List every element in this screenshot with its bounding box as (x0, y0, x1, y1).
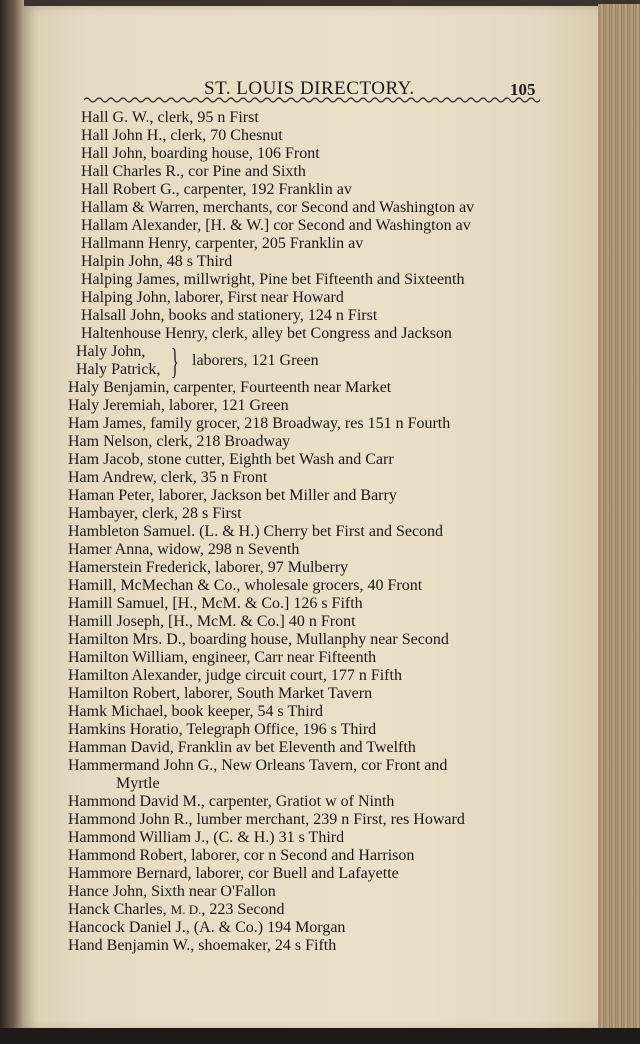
directory-entry: Hall G. W., clerk, 95 n First (81, 109, 259, 126)
directory-entry: Hambayer, clerk, 28 s First (68, 505, 242, 522)
directory-entry: Hammore Bernard, laborer, cor Buell and Lafayette (68, 865, 399, 882)
directory-entry: Hall John H., clerk, 70 Chesnut (81, 127, 283, 144)
directory-entry: Hall Robert G., carpenter, 192 Franklin av (81, 181, 352, 198)
directory-entry: Halping John, laborer, First near Howard (81, 289, 344, 306)
directory-entries (68, 109, 548, 955)
directory-entry: Hamilton Mrs. D., boarding house, Mullanphy near Second (68, 631, 449, 648)
directory-entry: Hallmann Henry, carpenter, 205 Franklin av (81, 235, 364, 252)
directory-entry: Hamill Joseph, [H., McM. & Co.] 40 n Front (68, 613, 356, 630)
directory-entry: Hallam & Warren, merchants, cor Second and Washington av (81, 199, 475, 216)
directory-entry: Hammond John R., lumber merchant, 239 n First, res Howard (68, 811, 465, 828)
directory-entry: Hand Benjamin W., shoemaker, 24 s Fifth (68, 937, 337, 954)
directory-entry: Hamk Michael, book keeper, 54 s Third (68, 703, 323, 720)
directory-entry: Ham James, family grocer, 218 Broadway, res 151 n Fourth (68, 415, 451, 432)
directory-entry: Ham Andrew, clerk, 35 n Front (68, 469, 268, 486)
directory-entry: Hammond William J., (C. & H.) 31 s Third (68, 829, 345, 846)
md-entry-name: Hanck Charles, (68, 901, 171, 918)
directory-entry: Hamill, McMechan & Co., wholesale grocers, 40 Front (68, 577, 423, 594)
header-wavy-rule (84, 96, 540, 104)
md-entry-address: , 223 Second (201, 901, 285, 918)
group-name-2: Haly Patrick, (76, 361, 161, 378)
directory-entry: Hamer Anna, widow, 298 n Seventh (68, 541, 300, 558)
directory-entry-wrapped (68, 757, 548, 793)
directory-entry: Hallam Alexander, [H. & W.] cor Second and Washington av (81, 217, 471, 234)
directory-entry: Hance John, Sixth near O'Fallon (68, 883, 276, 900)
directory-entry: Hamill Samuel, [H., McM. & Co.] 126 s Fifth (68, 595, 363, 612)
directory-entry: Halpin John, 48 s Third (81, 253, 233, 270)
directory-entry: Hamilton Robert, laborer, South Market Tavern (68, 685, 373, 702)
directory-entry: Hall John, boarding house, 106 Front (81, 145, 320, 162)
page-edges (598, 4, 640, 1034)
grouped-directory-entry (68, 343, 548, 379)
page-number: 105 (510, 80, 536, 99)
directory-entry: Hamman David, Franklin av bet Eleventh and Twelfth (68, 739, 416, 756)
directory-entry: Haman Peter, laborer, Jackson bet Miller and Barry (68, 487, 397, 504)
book-bottom-edge (0, 1028, 640, 1044)
wrapped-entry-first-line: Hammermand John G., New Orleans Tavern, cor Front and (68, 757, 448, 774)
directory-entry: Halping James, millwright, Pine bet Fifteenth and Sixteenth (81, 271, 465, 288)
group-description: laborers, 121 Green (192, 352, 319, 369)
directory-entry: Hammond Robert, laborer, cor n Second and Harrison (68, 847, 415, 864)
directory-entry: Hamilton Alexander, judge circuit court, 177 n Fifth (68, 667, 402, 684)
directory-entry (68, 901, 548, 919)
directory-entry: Hamerstein Frederick, laborer, 97 Mulberry (68, 559, 349, 576)
directory-entry: Hamkins Horatio, Telegraph Office, 196 s Third (68, 721, 377, 738)
directory-entry: Haly Benjamin, carpenter, Fourteenth near Market (68, 379, 392, 396)
directory-entry: Haltenhouse Henry, clerk, alley bet Congress and Jackson (81, 325, 452, 342)
directory-entry: Hamilton William, engineer, Carr near Fifteenth (68, 649, 377, 666)
page-title: ST. LOUIS DIRECTORY. (204, 78, 415, 99)
directory-entry: Hambleton Samuel. (L. & H.) Cherry bet First and Second (68, 523, 444, 540)
directory-entry: Ham Jacob, stone cutter, Eighth bet Wash and Carr (68, 451, 394, 468)
directory-entry: Ham Nelson, clerk, 218 Broadway (68, 433, 291, 450)
directory-entry: Hammond David M., carpenter, Gratiot w of Ninth (68, 793, 395, 810)
wrapped-entry-continuation: Myrtle (116, 775, 160, 792)
directory-entry: Hall Charles R., cor Pine and Sixth (81, 163, 306, 180)
directory-entry: Haly Jeremiah, laborer, 121 Green (68, 397, 289, 414)
group-name-1: Haly John, (76, 343, 146, 360)
md-abbreviation: M. D. (170, 902, 202, 917)
directory-entry: Halsall John, books and stationery, 124 n First (81, 307, 378, 324)
directory-entry: Hancock Daniel J., (A. & Co.) 194 Morgan (68, 919, 346, 936)
book-spine-shadow (0, 0, 24, 1044)
brace: } (171, 341, 179, 381)
